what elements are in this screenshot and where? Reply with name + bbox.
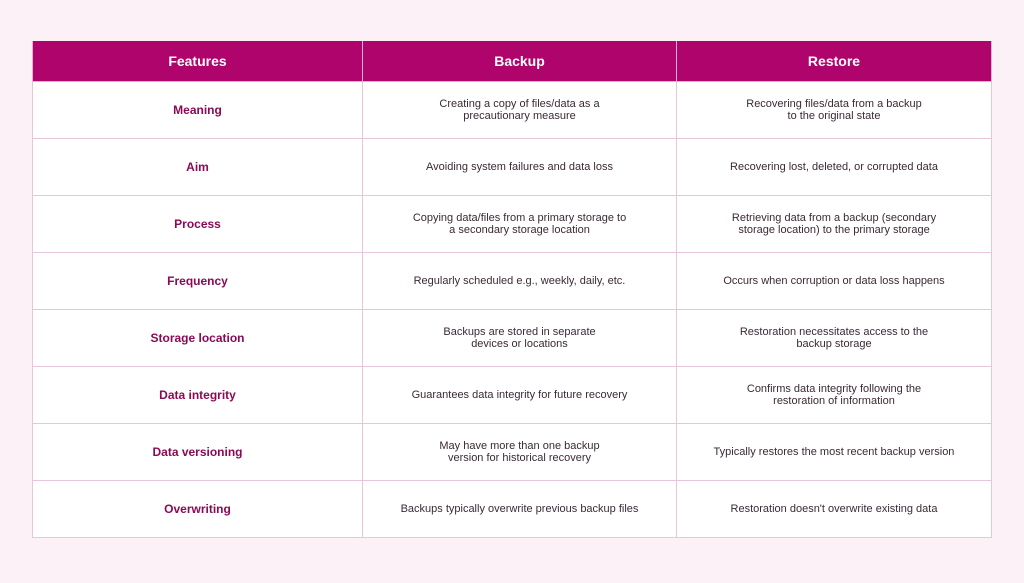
restore-cell: Confirms data integrity following the restoration of information [677,367,992,424]
feature-cell: Storage location [33,310,363,367]
table-row [33,424,992,481]
feature-cell: Aim [33,139,363,196]
table-row [33,481,992,538]
restore-cell: Recovering lost, deleted, or corrupted data [677,139,992,196]
table-row [33,139,992,196]
feature-cell: Overwriting [33,481,363,538]
table-row [33,82,992,139]
restore-cell: Restoration doesn't overwrite existing data [677,481,992,538]
backup-cell: Avoiding system failures and data loss [363,139,677,196]
table-row [33,367,992,424]
restore-cell: Retrieving data from a backup (secondary storage location) to the primary storage [677,196,992,253]
backup-cell: Creating a copy of files/data as a precautionary measure [363,82,677,139]
restore-cell: Typically restores the most recent backup version [677,424,992,481]
header-restore: Restore [677,41,992,82]
backup-cell: Guarantees data integrity for future recovery [363,367,677,424]
table-row [33,196,992,253]
feature-cell: Frequency [33,253,363,310]
header-backup: Backup [363,41,677,82]
backup-cell: Regularly scheduled e.g., weekly, daily, etc. [363,253,677,310]
table-header-row [33,41,992,82]
table-row [33,310,992,367]
restore-cell: Recovering files/data from a backup to the original state [677,82,992,139]
feature-cell: Data integrity [33,367,363,424]
feature-cell: Process [33,196,363,253]
table-row [33,253,992,310]
feature-cell: Data versioning [33,424,363,481]
restore-cell: Occurs when corruption or data loss happens [677,253,992,310]
backup-cell: Backups are stored in separate devices or locations [363,310,677,367]
backup-vs-restore-table [32,41,992,538]
backup-cell: Backups typically overwrite previous backup files [363,481,677,538]
backup-cell: Copying data/files from a primary storage to a secondary storage location [363,196,677,253]
header-features: Features [33,41,363,82]
restore-cell: Restoration necessitates access to the backup storage [677,310,992,367]
feature-cell: Meaning [33,82,363,139]
comparison-table-container [32,41,991,541]
backup-cell: May have more than one backup version for historical recovery [363,424,677,481]
